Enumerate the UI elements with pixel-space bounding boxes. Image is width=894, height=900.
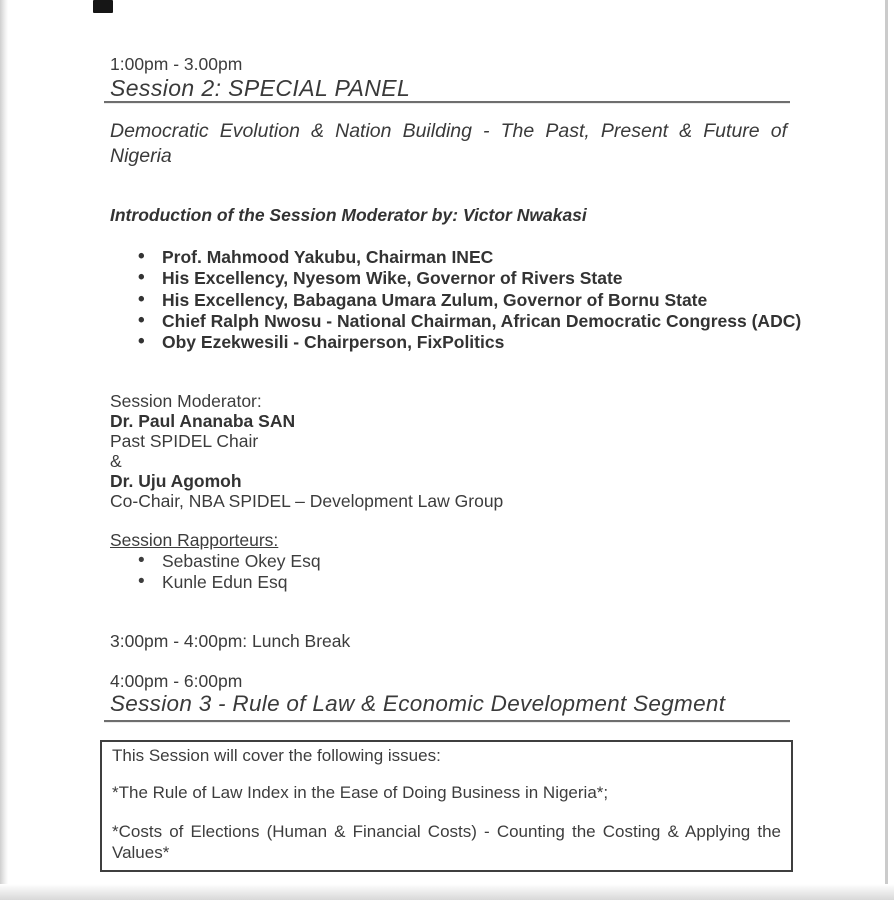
list-item: • Sebastine Okey Esq: [110, 551, 787, 572]
session3-time: 4:00pm - 6:00pm: [110, 671, 243, 692]
moderator-role: Past SPIDEL Chair: [110, 431, 259, 452]
lunch-break-line: 3:00pm - 4:00pm: Lunch Break: [110, 631, 351, 652]
panelist-list: [110, 247, 802, 353]
moderator-name: Dr. Uju Agomoh: [110, 471, 242, 492]
page-bottom-edge: [0, 884, 894, 900]
session3-title-rule: [104, 720, 790, 722]
list-item: • Oby Ezekwesili - Chairperson, FixPolitics: [110, 332, 787, 353]
moderator-name: Dr. Paul Ananaba SAN: [110, 411, 296, 432]
issues-box-intro: This Session will cover the following issues:: [112, 746, 441, 766]
session2-time: 1:00pm - 3.00pm: [110, 54, 243, 74]
moderator-role: Co-Chair, NBA SPIDEL – Development Law Group: [110, 491, 504, 512]
session3-title: Session 3 - Rule of Law & Economic Development Segment: [110, 691, 726, 717]
issue-item: *Costs of Elections (Human & Financial Costs) - Counting the Costing & Applying the Values*: [112, 822, 781, 863]
list-item: • His Excellency, Nyesom Wike, Governor of Rivers State: [110, 268, 787, 289]
issue-item: *The Rule of Law Index in the Ease of Doing Business in Nigeria*;: [112, 783, 609, 803]
moderator-intro: Introduction of the Session Moderator by: Victor Nwakasi: [110, 205, 587, 225]
moderator-joiner: &: [110, 451, 122, 472]
session2-topic: Democratic Evolution & Nation Building - The Past, Present & Future of Nigeria: [110, 120, 787, 167]
rapporteurs-label: Session Rapporteurs:: [110, 530, 279, 551]
session2-title: Session 2: SPECIAL PANEL: [110, 75, 411, 101]
list-item: • Prof. Mahmood Yakubu, Chairman INEC: [110, 247, 787, 268]
session2-title-rule: [104, 101, 790, 103]
list-item: • His Excellency, Babagana Umara Zulum, Governor of Bornu State: [110, 290, 787, 311]
moderators-label: Session Moderator:: [110, 391, 262, 412]
session3-issues-box: [100, 740, 793, 872]
list-item: • Chief Ralph Nwosu - National Chairman, African Democratic Congress (ADC): [110, 311, 787, 332]
moderator-block: [110, 391, 787, 511]
list-item: • Kunle Edun Esq: [110, 572, 787, 593]
rapporteur-list: [110, 551, 787, 593]
